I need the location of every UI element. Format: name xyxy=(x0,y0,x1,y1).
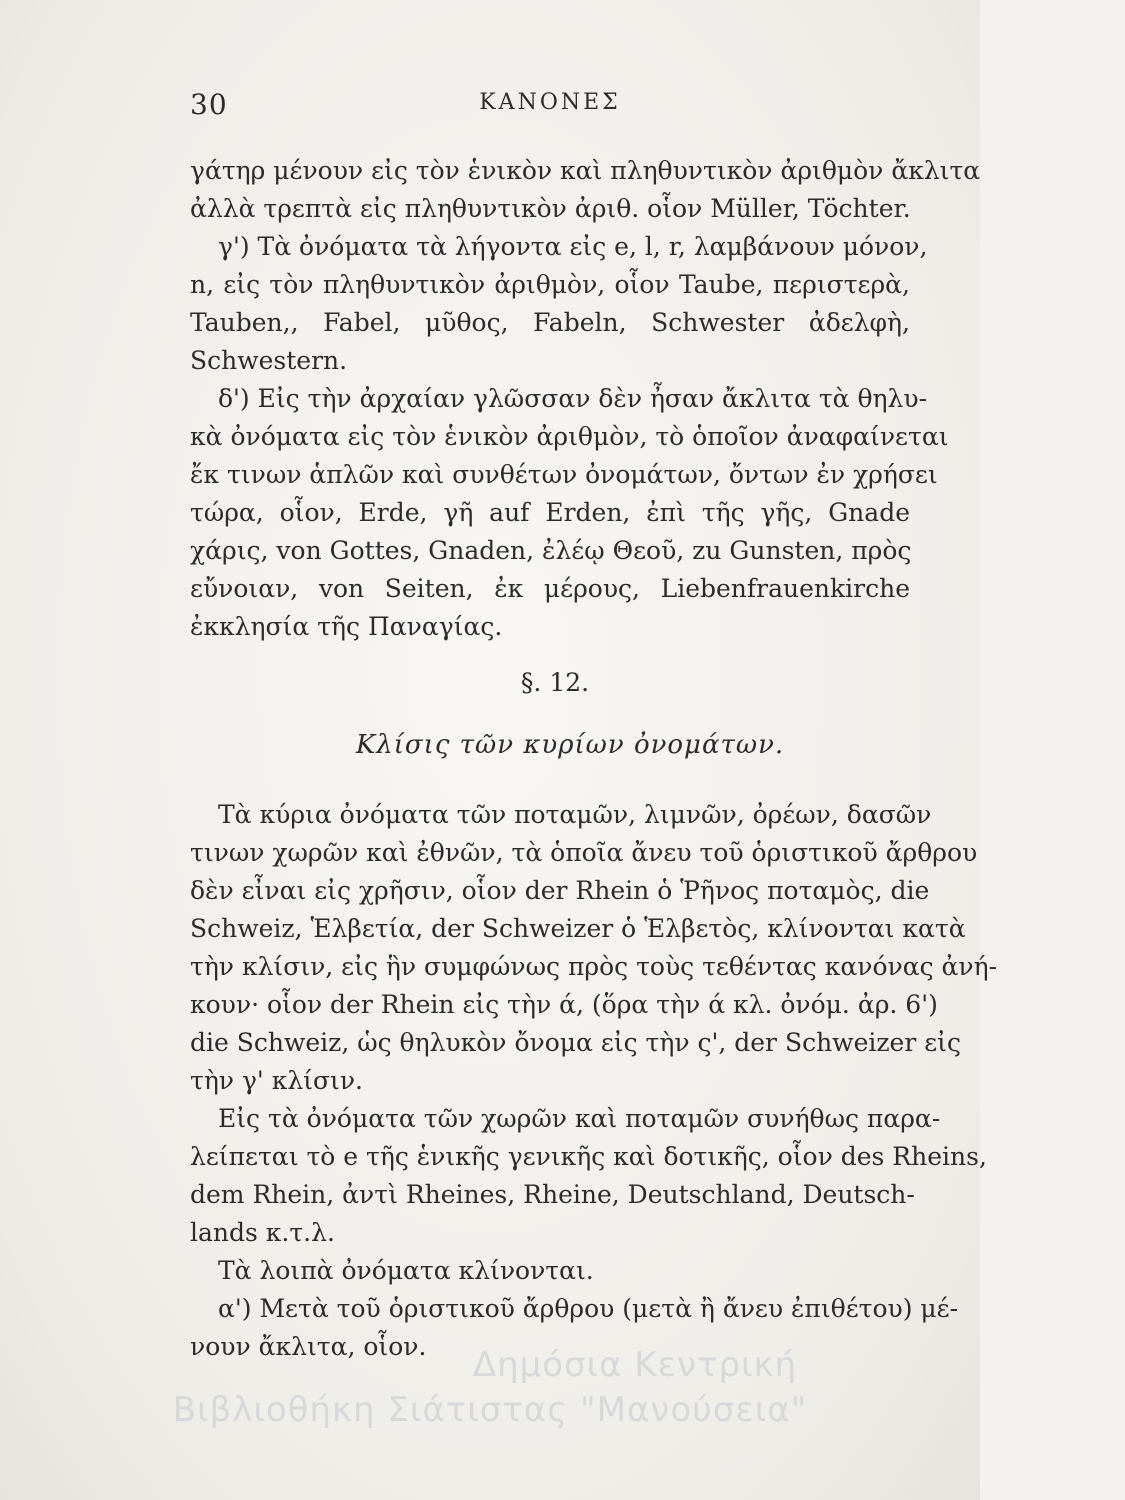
text-line: γάτηρ μένουν εἰς τὸν ἑνικὸν καὶ πληθυντικὸν ἀριθμὸν ἄκλιτα xyxy=(190,156,981,185)
text-line: Tauben,, Fabel, μῦθος, Fabeln, Schwester ἀδελφὴ, xyxy=(190,308,910,337)
text-line: α') Μετὰ τοῦ ὁριστικοῦ ἄρθρου (μετὰ ἢ ἄνευ ἐπιθέτου) μέ- xyxy=(218,1294,959,1323)
text-line: die Schweiz, ὡς θηλυκὸν ὄνομα εἰς τὴν ς', der Schweizer εἰς xyxy=(190,1028,961,1057)
text-line: Εἰς τὰ ὀνόματα τῶν χωρῶν καὶ ποταμῶν συνήθως παρα- xyxy=(218,1104,941,1133)
page-number: 30 xyxy=(190,88,228,121)
text-line: ἐκκλησία τῆς Παναγίας. xyxy=(190,612,503,641)
text-line: Τὰ κύρια ὀνόματα τῶν ποταμῶν, λιμνῶν, ὀρέων, δασῶν xyxy=(218,800,932,829)
text-line: n, εἰς τὸν πληθυντικὸν ἀριθμὸν, οἷον Taube, περιστερὰ, xyxy=(190,270,910,299)
section-number: §. 12. xyxy=(520,668,590,697)
text-line: τὴν γ' κλίσιν. xyxy=(190,1066,363,1095)
text-line: τινων χωρῶν καὶ ἐθνῶν, τὰ ὁποῖα ἄνευ τοῦ ὁριστικοῦ ἄρθρου xyxy=(190,838,978,867)
running-title: ΚΑΝΟΝΕΣ xyxy=(479,90,621,115)
page-header xyxy=(190,88,910,128)
text-line: γ') Τὰ ὀνόματα τὰ λήγοντα εἰς e, l, r, λαμβάνουν μόνον, xyxy=(218,232,928,261)
text-line: δ') Εἰς τὴν ἀρχαίαν γλῶσσαν δὲν ἦσαν ἄκλιτα τὰ θηλυ- xyxy=(218,384,928,413)
text-line: εὔνοιαν, von Seiten, ἐκ μέρους, Liebenfrauenkirche xyxy=(190,574,910,603)
text-line: τώρα, οἷον, Erde, γῆ auf Erden, ἐπὶ τῆς γῆς, Gnade xyxy=(190,498,910,527)
text-line: dem Rhein, ἀντὶ Rheines, Rheine, Deutschland, Deutsch- xyxy=(190,1180,915,1209)
library-watermark-line-2: Βιβλιοθήκη Σιάτιστας "Μανούσεια" xyxy=(172,1390,808,1430)
paragraph-block-1 xyxy=(190,152,981,646)
text-line: Τὰ λοιπὰ ὀνόματα κλίνονται. xyxy=(218,1256,594,1285)
text-line: Schweiz, Ἑλβετία, der Schweizer ὁ Ἑλβετὸς, κλίνονται κατὰ xyxy=(190,914,966,943)
text-line: Schwestern. xyxy=(190,346,348,375)
text-line: τὴν κλίσιν, εἰς ἣν συμφώνως πρὸς τοὺς τεθέντας κανόνας ἀνή- xyxy=(190,952,998,981)
text-line: ἔκ τινων ἁπλῶν καὶ συνθέτων ὀνομάτων, ὄντων ἐν χρήσει xyxy=(190,460,938,489)
text-line: δὲν εἶναι εἰς χρῆσιν, οἷον der Rhein ὁ Ῥῆνος ποταμὸς, die xyxy=(190,876,930,905)
text-line: ἀλλὰ τρεπτὰ εἰς πληθυντικὸν ἀριθ. οἷον Müller, Töchter. xyxy=(190,194,911,223)
paragraph-block-2 xyxy=(190,796,998,1366)
text-line: lands κ.τ.λ. xyxy=(190,1218,335,1247)
text-line: νουν ἄκλιτα, οἷον. xyxy=(190,1332,427,1361)
text-line: κὰ ὀνόματα εἰς τὸν ἑνικὸν ἀριθμὸν, τὸ ὁποῖον ἀναφαίνεται xyxy=(190,422,949,451)
text-line: κουν· οἷον der Rhein εἰς τὴν ά, (ὅρα τὴν ά κλ. ὀνόμ. ἀρ. 6') xyxy=(190,990,938,1019)
text-line: λείπεται τὸ e τῆς ἑνικῆς γενικῆς καὶ δοτικῆς, οἷον des Rheins, xyxy=(190,1142,987,1171)
section-title: Κλίσις τῶν κυρίων ὀνομάτων. xyxy=(355,730,785,760)
library-watermark-line-1: Δημόσια Κεντρική xyxy=(472,1345,798,1385)
text-line: χάρις, von Gottes, Gnaden, ἐλέῳ Θεοῦ, zu Gunsten, πρὸς xyxy=(190,536,912,565)
